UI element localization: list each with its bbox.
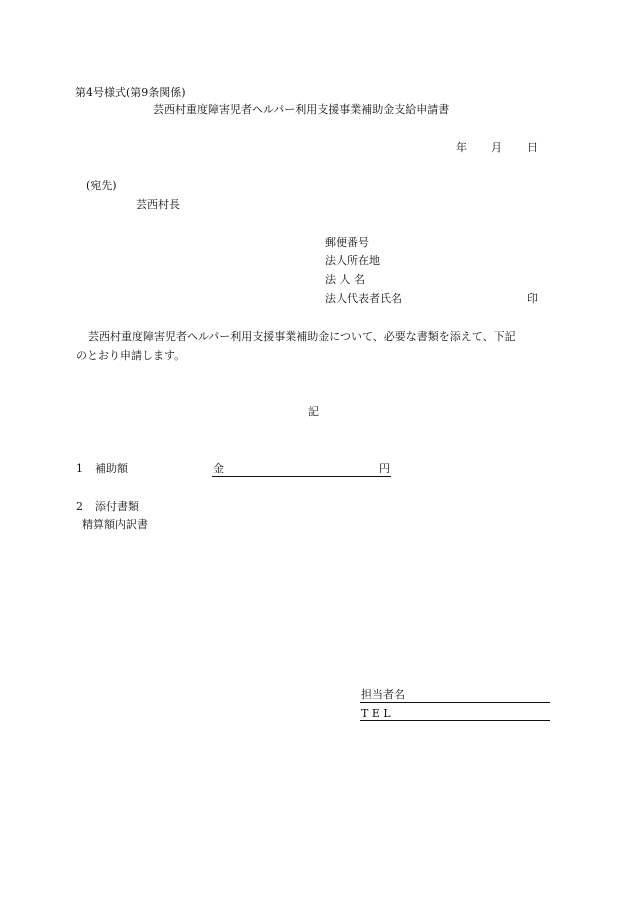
- ki-heading: 記: [308, 405, 319, 418]
- body-text-line-1: 芸西村重度障害児者ヘルパー利用支援事業補助金について、必要な書類を添えて、下記: [88, 330, 516, 343]
- date-day: 日: [527, 141, 538, 154]
- addressee-label: (宛先): [86, 179, 117, 192]
- item1-yen: 円: [379, 462, 390, 475]
- item2-number: 2: [76, 500, 83, 513]
- item1-kin: 金: [213, 462, 224, 475]
- corp-address-label: 法人所在地: [325, 254, 380, 267]
- body-text-line-2: のとおり申請します。: [76, 349, 186, 362]
- form-number: 第4号様式(第9条関係): [75, 86, 186, 99]
- form-title: 芸西村重度障害児者ヘルパー利用支援事業補助金支給申請書: [153, 103, 450, 116]
- item2-label: 添付書類: [95, 500, 139, 513]
- representative-label: 法人代表者氏名: [325, 292, 402, 305]
- item1-label: 補助額: [95, 462, 128, 475]
- tel-label: T E L: [361, 707, 391, 720]
- addressee: 芸西村長: [136, 198, 180, 211]
- contact-person-line: [360, 702, 550, 703]
- attachment-item: 精算額内訳書: [82, 518, 148, 531]
- contact-person-label: 担当者名: [361, 688, 405, 701]
- item1-number: 1: [76, 462, 83, 475]
- postal-code-label: 郵便番号: [325, 236, 369, 249]
- date-year: 年: [456, 141, 467, 154]
- seal-mark: 印: [527, 292, 538, 305]
- tel-line: [360, 720, 550, 721]
- corp-name-label: 法 人 名: [325, 273, 365, 286]
- date-month: 月: [491, 141, 502, 154]
- amount-underline: [212, 476, 391, 477]
